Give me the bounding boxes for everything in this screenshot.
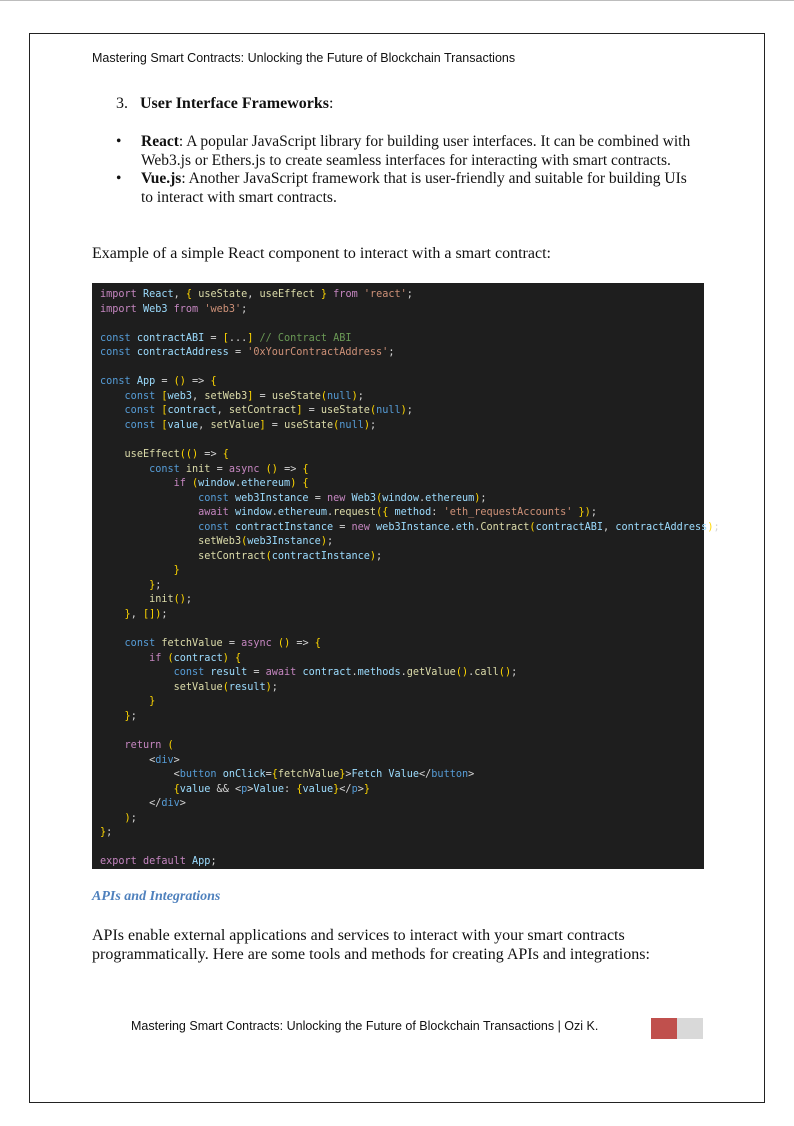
code-line: </div> xyxy=(100,798,186,810)
framework-list xyxy=(116,133,696,207)
code-line: setContract(contractInstance); xyxy=(198,550,383,562)
code-line: <div> xyxy=(100,754,180,766)
code-line: const init = async () => { xyxy=(149,463,309,475)
list-item-text: : A popular JavaScript library for building user interfaces. It can be combined with Web3.js or Ethers.js to create seamless interfaces for interacting with smart contracts. xyxy=(141,133,691,169)
code-line xyxy=(100,841,704,856)
code-line: } xyxy=(149,696,156,708)
code-line: import React, { useState, useEffect } from 'react'; xyxy=(100,289,413,300)
section-title-text: User Interface Frameworks xyxy=(140,95,329,112)
code-line: if (window.ethereum) { xyxy=(173,478,309,490)
code-line: const result = await contract.methods.getValue().call(); xyxy=(173,667,518,679)
code-line: export default App; xyxy=(100,856,217,868)
code-line: }; xyxy=(149,579,162,591)
code-line: setWeb3(web3Instance); xyxy=(198,536,334,548)
code-line xyxy=(100,361,704,376)
list-item-term: React xyxy=(141,133,179,150)
code-line: const [web3, setWeb3] = useState(null); xyxy=(124,390,364,402)
code-intro: Example of a simple React component to interact with a smart contract: xyxy=(92,245,551,262)
code-line: }, []); xyxy=(124,609,168,621)
code-line: import Web3 from 'web3'; xyxy=(100,303,248,315)
list-item-term: Vue.js xyxy=(141,170,182,187)
code-line xyxy=(100,724,704,739)
code-line: if (contract) { xyxy=(149,652,242,664)
code-line: const [value, setValue] = useState(null); xyxy=(124,419,377,431)
code-line: init(); xyxy=(149,594,193,606)
list-item xyxy=(116,170,696,207)
code-line: const fetchValue = async () => { xyxy=(124,638,321,650)
code-line: <button onClick={fetchValue}>Fetch Value</button> xyxy=(100,769,475,781)
code-line: const contractInstance = new web3Instance.eth.Contract(contractABI, contractAddress); xyxy=(198,521,720,533)
code-line: const contractAddress = '0xYourContractAddress'; xyxy=(100,347,395,359)
code-line: useEffect(() => { xyxy=(124,449,229,461)
section-number: 3. xyxy=(116,95,128,112)
list-item xyxy=(116,133,696,170)
code-line: await window.ethereum.request({ method: 'eth_requestAccounts' }); xyxy=(198,507,597,519)
code-line xyxy=(100,433,704,448)
section-title xyxy=(116,95,333,113)
code-block xyxy=(92,283,720,869)
code-line: const contractABI = [...] // Contract ABI xyxy=(100,332,352,344)
code-line: const [contract, setContract] = useState(null); xyxy=(124,405,413,417)
top-rule xyxy=(0,0,794,1)
code-line: setValue(result); xyxy=(173,681,278,693)
list-item-text: : Another JavaScript framework that is user-friendly and suitable for building UIs to interact with smart contracts. xyxy=(141,170,687,206)
footer-accent-grey xyxy=(677,1018,703,1039)
section-title-suffix: : xyxy=(328,95,334,112)
code-line: }; xyxy=(124,710,137,722)
code-line xyxy=(100,317,704,332)
code-line: }; xyxy=(100,827,113,839)
subheading: APIs and Integrations xyxy=(92,889,221,904)
running-header: Mastering Smart Contracts: Unlocking the Future of Blockchain Transactions xyxy=(92,51,516,65)
code-line: const App = () => { xyxy=(100,376,217,388)
code-line xyxy=(100,623,704,638)
code-line: {value && <p>Value: {value}</p>} xyxy=(173,783,370,795)
bullet-icon: • xyxy=(116,133,122,150)
bullet-icon: • xyxy=(116,170,122,187)
code-line: return ( xyxy=(124,739,174,751)
code-line: const web3Instance = new Web3(window.ethereum); xyxy=(198,492,487,504)
body-paragraph: APIs enable external applications and services to interact with your smart contracts programmatically. Here are some tools and methods for creating APIs and integrations: xyxy=(92,927,650,963)
footer-accent-red xyxy=(651,1018,677,1039)
code-line: ); xyxy=(124,812,137,824)
running-footer: Mastering Smart Contracts: Unlocking the Future of Blockchain Transactions | Ozi K. xyxy=(131,1019,599,1033)
code-line: } xyxy=(173,565,180,577)
